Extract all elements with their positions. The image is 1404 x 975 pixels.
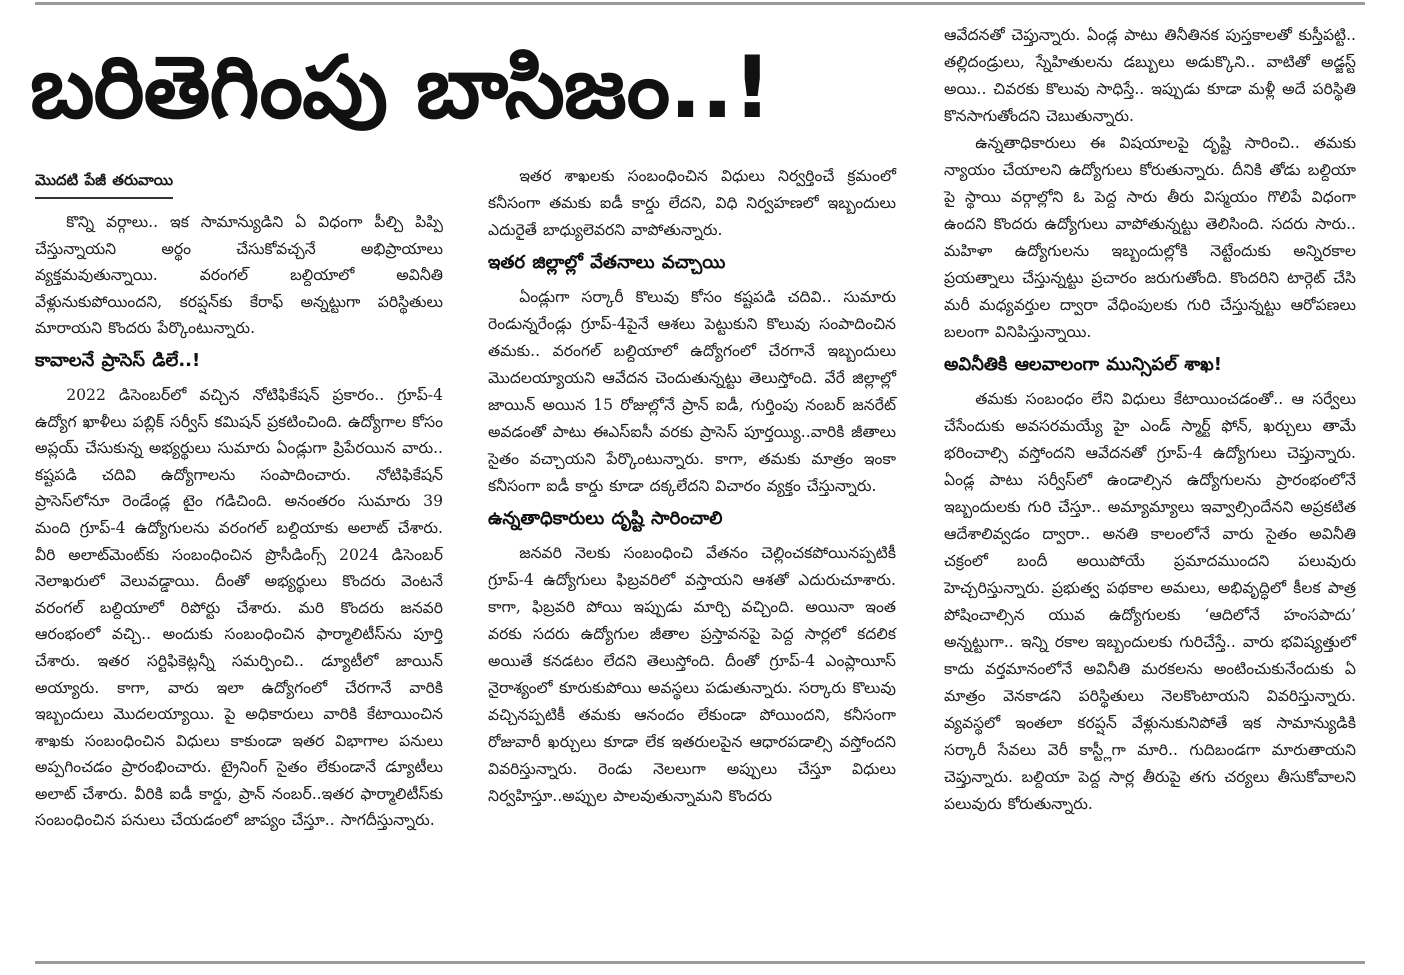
- paragraph: కొన్ని వర్గాలు.. ఇక సామాన్యుడిని ఏ విధంగా పీల్చి పిప్పి చేస్తున్నాయని అర్థం చేసుకోవచ్చనే అభిప్రాయాలు వ్యక్తమవుతున్నాయి. వరంగల్ బల్దియాలో అవినీతి వేళ్లునుకుపోయిందని, కరప్షన్‌కు కేరాఫ్ అన్నట్టుగా పరిస్థితులు మారాయని కొందరు పేర్కొంటున్నారు.: [35, 213, 443, 338]
- paragraph: తమకు సంబంధం లేని విధులు కేటాయించడంతో.. ఆ సర్వేలు చేసేందుకు అవసరమయ్యే హై ఎండ్ స్మార్ట్ ఫోన్, ఖర్చులు తామే భరించాల్సి వస్తోందని ఆవేదనతో గ్రూప్-4 ఉద్యోగులు చెప్తున్నారు. ఏండ్ల పాటు సర్వీస్‌లో ఉండాల్సిన ఉద్యోగులను ప్రారంభంలోనే ఇబ్బందులకు గురి చేస్తూ.. అమ్యామ్యాలు ఇవ్వాల్సిందేనని అప్రకటిత ఆదేశాలివ్వడం ద్వారా.. అనతి కాలంలోనే వారు సైతం అవినీతి చక్రంలో బందీ అయిపోయే ప్రమాదముందని పలువురు హెచ్చరిస్తున్నారు. ప్రభుత్వ పథకాల అమలు, అభివృద్ధిలో కీలక పాత్ర పోషించాల్సిన యువ ఉద్యోగులకు ‘ఆదిలోనే హంసపాదు’ అన్నట్టుగా.. ఇన్ని రకాల ఇబ్బందులకు గురిచేస్తే.. వారు భవిష్యత్తులో కాదు వర్తమానంలోనే అవినీతి మరకలను అంటించుకునేందుకు ఏ మాత్రం వెనకాడని పరిస్థితులు నెలకొంటాయని వివరిస్తున్నారు. వ్యవస్థలో ఇంతలా కరప్షన్ వేళ్లునుకునిపోతే ఇక సామాన్యుడికి సర్కారీ సేవలు వెరీ కాస్ట్లీగా మారి.. గుదిబండగా మారుతాయని చెప్తున్నారు. బల్దియా పెద్ద సార్ల తీరుపై తగు చర్యలు తీసుకోవాలని పలువురు కోరుతున్నారు.: [944, 390, 1356, 813]
- column-1-body: [35, 209, 443, 834]
- paragraph: ఇతర శాఖలకు సంబంధించిన విధులు నిర్వర్తించే క్రమంలో కనీసంగా తమకు ఐడీ కార్డు లేదని, విధి నిర్వహణలో ఇబ్బందులు ఎదురైతే బాధ్యులెవరని వాపోతున్నారు.: [488, 167, 896, 239]
- subheading: ఇతర జిల్లాల్లో వేతనాలు వచ్చాయి: [488, 252, 726, 273]
- column-1: [35, 163, 443, 834]
- subheading: కావాలనే ప్రాసెస్ డిలే..!: [35, 349, 201, 371]
- top-rule: [35, 2, 1365, 5]
- paragraph: 2022 డిసెంబర్‌లో వచ్చిన నోటిఫికేషన్ ప్రకారం.. గ్రూప్-4 ఉద్యోగ ఖాళీలు పబ్లిక్ సర్వీస్ కమిషన్ ప్రకటించింది. ఉద్యోగాల కోసం అప్లయ్ చేసుకున్న అభ్యర్థులు సుమారు ఏండ్లుగా ప్రిపేరయిన వారు.. కష్టపడి చదివి ఉద్యోగాలను సంపాదించారు. నోటిఫికేషన్ ప్రాసెస్‌లోనూ రెండేండ్ల టైం గడిచింది. అనంతరం సుమారు 39 మంది గ్రూప్-4 ఉద్యోగులను వరంగల్ బల్దియాకు అలాట్ చేశారు. వీరి అలాట్‌మెంట్‌కు సంబంధించిన ప్రొసీడింగ్స్ 2024 డిసెంబర్ నెలాఖరులో వెలువడ్డాయి. దీంతో అభ్యర్థులు కొందరు వెంటనే వరంగల్ బల్దియాలో రిపోర్టు చేశారు. మరి కొందరు జనవరి ఆరంభంలో వచ్చి.. అందుకు సంబంధించిన ఫార్మాలిటీస్‌ను పూర్తి చేశారు. ఇతర సర్టిఫికెట్లన్నీ సమర్పించి.. డ్యూటీలో జాయిన్ అయ్యారు. కాగా, వారు ఇలా ఉద్యోగంలో చేరగానే వారికి ఇబ్బందులు మొదలయ్యాయి. పై అధికారులు వారికి కేటాయించిన శాఖకు సంబంధించిన విధులు కాకుండా ఇతర విభాగాల పనులు అప్పగించడం ప్రారంభించారు. ట్రైనింగ్ సైతం లేకుండానే డ్యూటీలు అలాట్ చేశారు. వీరికి ఐడీ కార్డు, ప్రాన్ నంబర్..ఇతర ఫార్మాలిటీస్‌కు సంబంధించిన పనులు చేయడంలో జాప్యం చేస్తూ.. సాగదీస్తున్నారు.: [35, 385, 443, 830]
- column-3: [944, 22, 1356, 818]
- paragraph: జనవరి నెలకు సంబంధించి వేతనం చెల్లించకపోయినప్పటికీ గ్రూప్-4 ఉద్యోగులు ఫిబ్రవరిలో వస్తాయని ఆశతో ఎదురుచూశారు. కాగా, ఫిబ్రవరి పోయి ఇప్పుడు మార్చి వచ్చింది. అయినా ఇంత వరకు సదరు ఉద్యోగుల జీతాల ప్రస్తావనపై పెద్ద సార్లలో కదలిక అయితే కనడటం లేదని తెలుస్తోంది. దీంతో గ్రూప్-4 ఎంప్లాయీస్ నైరాశ్యంలో కూరుకుపోయి అవస్థలు పడుతున్నారు. సర్కారు కొలువు వచ్చినప్పటికీ తమకు ఆనందం లేకుండా పోయిందని, కనీసంగా రోజువారీ ఖర్చులు కూడా లేక ఇతరులపైన ఆధారపడాల్సి వస్తోందని వివరిస్తున్నారు. రెండు నెలలుగా అప్పులు చేస్తూ విధులు నిర్వహిస్తూ..అప్పుల పాలవుతున్నామని కొందరు: [488, 544, 896, 805]
- paragraph: ఏండ్లుగా సర్కారీ కొలువు కోసం కష్టపడి చదివి.. సుమారు రెండున్నరేండ్లు గ్రూప్-4పైనే ఆశలు పెట్టుకుని కొలువు సంపాదించిన తమకు.. వరంగల్ బల్దియాలో ఉద్యోగంలో చేరగానే ఇబ్బందులు మొదలయ్యాయని ఆవేదన చెందుతున్నట్టు తెలుస్తోంది. వేరే జిల్లాల్లో జాయిన్ అయిన 15 రోజుల్లోనే ప్రాన్ ఐడీ, గుర్తింపు నంబర్ జనరేట్ అవడంతో పాటు ఈఎస్ఐసీ వరకు ప్రాసెస్ పూర్తయ్యి..వారికి జీతాలు సైతం వచ్చాయని పేర్కొంటున్నారు. కాగా, తమకు మాత్రం ఇంకా కనీసంగా ఐడీ కార్డు కూడా దక్కలేదని విచారం వ్యక్తం చేస్తున్నారు.: [488, 288, 896, 495]
- subheading: అవినీతికి ఆలవాలంగా మున్సిపల్ శాఖ!: [944, 354, 1222, 375]
- paragraph: ఆవేదనతో చెప్తున్నారు. ఏండ్ల పాటు తినీతినక పుస్తకాలతో కుస్తీపట్టి.. తల్లిదండ్రులు, స్నేహితులను డబ్బులు అడుక్కొని.. వాటితో అడ్జస్ట్ అయి.. చివరకు కొలువు సాధిస్తే.. ఇప్పుడు కూడా మళ్లీ అదే పరిస్థితి కొనసాగుతోందని చెబుతున్నారు.: [944, 26, 1356, 125]
- bottom-rule: [35, 961, 1365, 964]
- subheading: ఉన్నతాధికారులు దృష్టి సారించాలి: [488, 508, 723, 529]
- headline: బరితెగింపు బాసిజం..!: [30, 38, 771, 138]
- byline: మొదటి పేజీ తరువాయి: [35, 163, 173, 199]
- paragraph: ఉన్నతాధికారులు ఈ విషయాలపై దృష్టి సారించి.. తమకు న్యాయం చేయాలని ఉద్యోగులు కోరుతున్నారు. దీనికి తోడు బల్దియా పై స్థాయి వర్గాల్లోని ఓ పెద్ద సారు తీరు విస్మయం గొలిపే విధంగా ఉందని కొందరు ఉద్యోగులు వాపోతున్నట్టు తెలిసింది. సదరు సారు.. మహిళా ఉద్యోగులను ఇబ్బందుల్లోకి నెట్టేందుకు అన్నిరకాల ప్రయత్నాలు చేస్తున్నట్టు ప్రచారం జరుగుతోంది. కొందరిని టార్గెట్ చేసి మరీ మధ్యవర్తుల ద్వారా వేధింపులకు గురి చేస్తున్నట్టు ఆరోపణలు బలంగా వినిపిస్తున్నాయి.: [944, 134, 1356, 341]
- column-2: [488, 163, 896, 810]
